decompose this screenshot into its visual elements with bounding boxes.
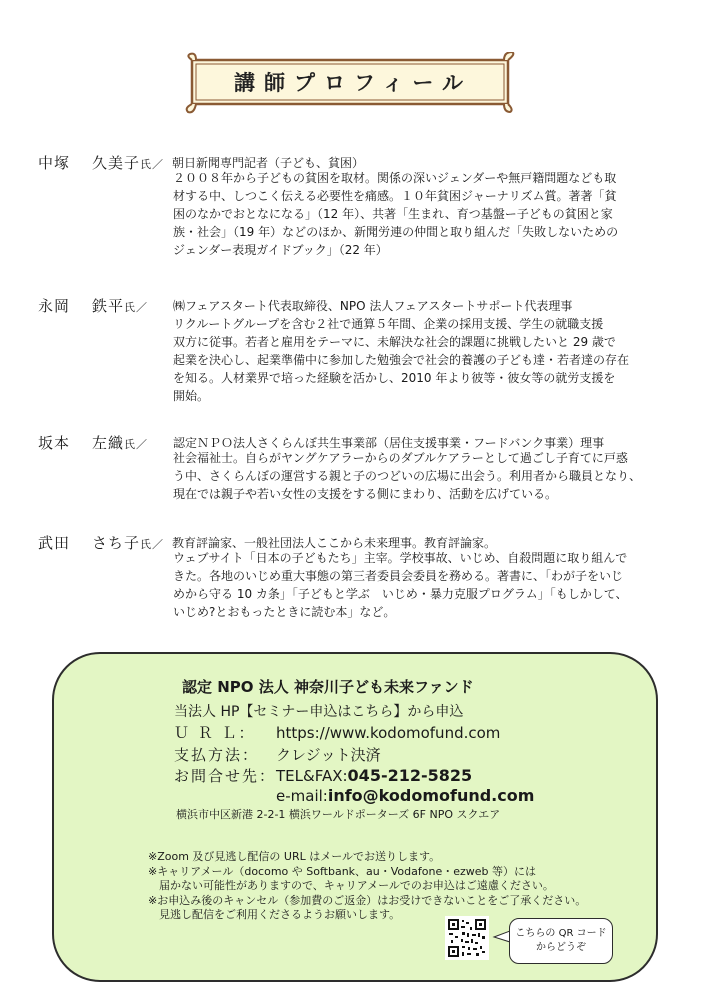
profile-nagaoka	[32, 295, 672, 403]
email-link[interactable]: info@kodomofund.com	[327, 786, 535, 805]
lecturer-role: 認定ＮＰＯ法人さくらんぼ共生事業部（居住支援事業・フードバンク事業）理事	[173, 436, 605, 450]
application-method: 当法人 HP【セミナー申込はこちら】から申込	[174, 704, 464, 720]
page-title: 講師プロフィール	[234, 71, 472, 95]
lecturer-name: 武田 さち子氏／	[38, 534, 165, 552]
profile-sakamoto	[32, 432, 672, 501]
lecturer-bio: ２００８年から子どもの貧困を取材。関係の深いジェンダーや無戸籍問題なども取 材する中、しつこく伝える必要性を痛感。１０年貧困ジャーナリズム賞。著著「貧 困のなかでおとなになる」（12 年）、共著「生まれ、育つ基盤ー子どもの貧困と家 族・社会」（19 年）などのほか、新聞労連の仲間と取り組んだ「失敗しないための ジェンダー表現ガイドブック」（22 年）	[173, 171, 619, 257]
phone-number[interactable]: 045-212-5825	[347, 766, 473, 785]
notes-list	[148, 850, 586, 923]
profile-takeda	[32, 532, 672, 619]
application-info-box	[52, 652, 658, 982]
lecturer-name: 中塚 久美子氏／	[38, 154, 165, 172]
note-item: ※Zoom 及び見逃し配信の URL はメールでお送りします。	[148, 850, 441, 863]
email-row: e-mail:info@kodomofund.com	[276, 786, 535, 805]
lecturer-bio: リクルートグループを含む２社で通算５年間、企業の採用支援、学生の就職支援 双方に従事。若者と雇用をテーマに、未解決な社会的課題に挑戦したいと 29 歳で 起業を決心し、起業準備中に参加した勉強会で社会的養護の子ども達・若者達の存在 を知る。人材業界で培った経験を活かし、2010 年より彼等・彼女等の就労支援を 開始。	[173, 317, 630, 403]
url-row: Ｕ Ｒ Ｌ： https://www.kodomofund.com	[174, 724, 501, 742]
profile-nakatsuka	[32, 152, 672, 257]
note-item: ※お申込み後のキャンセル（参加費のご返金）はお受けできないことをご了承ください。	[148, 893, 587, 907]
lecturer-bio: ウェブサイト「日本の子どもたち」主宰。学校事故、いじめ、自殺問題に取り組んで きた。各地のいじめ重大事態の第三者委員会委員を務める。著書に、「わが子をいじ めから守る 10 カ条」「子どもと学ぶ いじめ・暴力克服プログラム」「もしかして、 いじめ?とおもったときに読む本」など。	[173, 551, 628, 619]
title-banner	[180, 52, 520, 112]
lecturer-name: 坂本 左織氏／	[38, 434, 149, 452]
website-link[interactable]: https://www.kodomofund.com	[276, 724, 501, 742]
lecturer-role: ㈱フェアスタート代表取締役、NPO 法人フェアスタートサポート代表理事	[173, 299, 573, 313]
note-item: 届かない可能性がありますので、キャリアメールでのお申込はご遠慮ください。	[148, 879, 554, 892]
lecturer-bio: 社会福祉士。自らがヤングケアラーからのダブルケアラーとして過ごし子育てに戸惑 う中、さくらんぼの運営する親と子のつどいの広場に出会う。利用者から職員となり、 現在では親子や若い女性の支援をする側にまわり、活動を広げている。	[173, 451, 642, 501]
qr-code[interactable]	[445, 916, 489, 960]
qr-caption-bubble: こちらの QR コード からどうぞ	[509, 918, 613, 964]
qr-code-graphic	[447, 918, 487, 958]
lecturer-role: 教育評論家、一般社団法人ここから未来理事。教育評論家。	[172, 536, 497, 550]
note-item: 見逃し配信をご利用くださるようお願いします。	[148, 908, 401, 921]
note-item: ※キャリアメール（docomo や Softbank、au・Vodafone・ezweb 等）には	[148, 864, 536, 878]
lecturer-name: 永岡 鉄平氏／	[38, 297, 149, 315]
office-address: 横浜市中区新港 2-2-1 横浜ワールドポーターズ 6F NPO スクエア	[176, 808, 501, 821]
organization-name: 認定 NPO 法人 神奈川子ども未来ファンド	[182, 678, 474, 696]
lecturer-role: 朝日新聞専門記者（子ども、貧困）	[172, 156, 365, 170]
payment-row: 支払方法： クレジット決済	[174, 746, 381, 764]
contact-row: お問合せ先：TEL&FAX:045-212-5825	[174, 766, 473, 785]
